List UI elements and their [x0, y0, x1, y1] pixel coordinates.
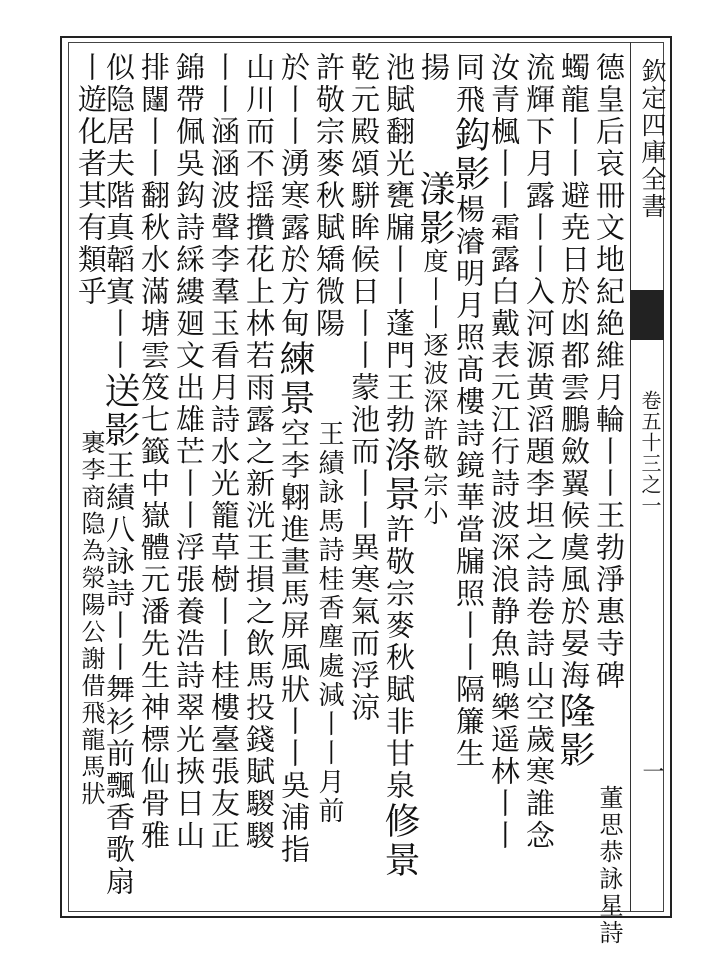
text-segment: 蠋龍丨丨避尭日於凼都雲鵬斂翼候虞風於晏海 — [557, 52, 591, 692]
text-segment: 楊濬明月照髙樓詩鏡華當牖照丨丨隔簾生 — [452, 194, 486, 770]
text-column-16b: 裹李商隐為滎陽公謝借飛龍馬狀 — [77, 430, 105, 808]
headword: 鈎影 — [449, 116, 490, 194]
text-column-9 — [310, 52, 348, 340]
text-segment: 許敬宗麥秋賦非甘泉 — [382, 514, 416, 802]
text-column-8 — [345, 52, 383, 724]
book-title: 欽定四庫全書 — [638, 58, 667, 220]
headword: 修景 — [379, 802, 420, 880]
text-column-1: 德皇后哀冊文地紀絶維月輪丨丨王勃淨惠寺碑 — [592, 52, 626, 692]
text-column-6b — [415, 170, 453, 528]
text-column-13: 錦帶佩吳鈎詩綵縷廻文出雄芒丨丨浮張養浩詩翠光挾日山 — [172, 52, 206, 852]
text-segment: 乾元殿頌駢眸候日丨丨蒙池 — [347, 52, 381, 436]
text-column-11: 山川而不揺攢花上林若雨露之新洸王損之飲馬投錢賦騣騣 — [242, 52, 276, 852]
text-segment: 王績八詠詩丨丨舞衫前飄香歌扇 — [102, 450, 136, 898]
volume-number: 卷五十三之一 — [638, 390, 662, 516]
text-column-6 — [415, 52, 453, 84]
text-segment: 空李翺進畫馬屏風狀丨丨吳浦指 — [277, 418, 311, 866]
text-column-4: 汝青楓丨丨霜露白戴表元江行詩波深浪静魚鴨樂遥林丨丨 — [487, 52, 521, 852]
text-column-3: 流輝下月露丨丨入河源黄滔題李坦之詩卷詩山空歲寒誰念 — [522, 52, 556, 852]
headword: 涤景 — [379, 436, 420, 514]
headword: 送影 — [99, 372, 140, 450]
headword: 練景 — [274, 340, 315, 418]
text-column-9b: 王績詠馬詩桂香塵處減丨丨月前 — [314, 420, 344, 826]
text-segment: 許敬宗麥秋賦矯微陽 — [312, 52, 346, 340]
headword: 隆影 — [554, 692, 595, 770]
text-column-10 — [275, 52, 313, 866]
text-segment: 似隐居夫階真韜寘丨丨 — [102, 52, 136, 372]
text-segment: 度丨丨逐波深許敬宗小 — [420, 248, 449, 528]
text-segment: 揚 — [417, 52, 451, 84]
annotation-column-2: 董思恭詠星詩 — [595, 785, 623, 947]
text-column-2 — [555, 52, 593, 770]
text-segment: 而丨丨異寒氣而浮涼 — [347, 436, 381, 724]
text-column-12: 丨丨涵涵波聲李羣玉看月詩水光籠草樹丨丨桂樓臺張友正 — [207, 52, 241, 852]
text-column-5 — [450, 52, 488, 770]
text-column-7 — [380, 52, 418, 880]
headword: 漾影 — [414, 170, 455, 248]
text-segment: 同飛 — [452, 52, 486, 116]
text-column-14: 排闥丨丨翻秋水滿塘雲笈七籤中嶽體元潘先生神標仙骨雅 — [137, 52, 171, 852]
text-segment: 於丨丨湧寒露於方甸 — [277, 52, 311, 340]
text-segment: 池賦翻光甕牖丨丨蓬門王勃 — [382, 52, 416, 436]
text-column-16: 丨遊化者其有類乎 — [74, 52, 108, 308]
page-mark: 一 — [639, 760, 664, 782]
fishtail-mark — [630, 290, 664, 340]
